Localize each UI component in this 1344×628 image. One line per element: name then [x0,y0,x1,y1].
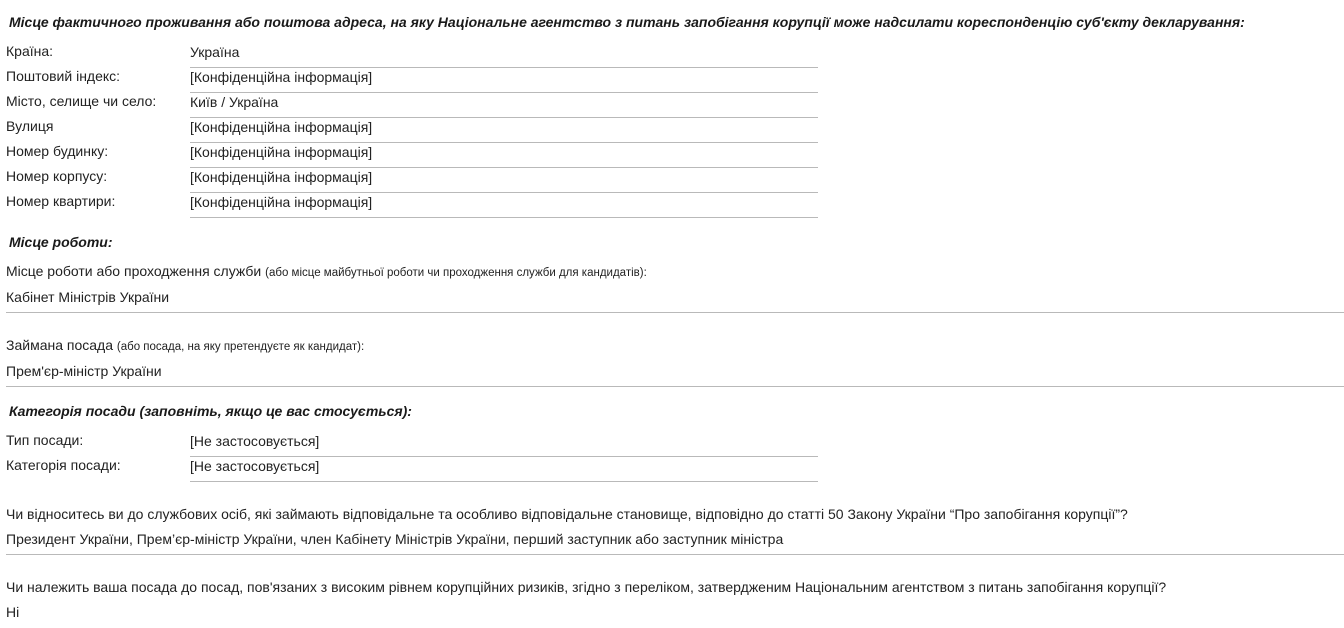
position-type-value: [Не застосовується] [190,432,818,457]
workplace-label-text: Місце роботи або проходження служби [6,263,262,279]
workplace-label-note: (або місце майбутньої роботи чи проходження служби для кандидатів): [265,267,647,279]
postal-code-label: Поштовий індекс: [6,68,121,84]
position-label [6,337,364,353]
apartment-number-value: [Конфіденційна інформація] [190,193,818,218]
apartment-number-label: Номер квартири: [6,193,116,209]
street-value: [Конфіденційна інформація] [190,118,818,143]
corruption-risk-answer: Ні [6,604,20,620]
building-number-value: [Конфіденційна інформація] [190,168,818,193]
house-number-value: [Конфіденційна інформація] [190,143,818,168]
address-heading: Місце фактичного проживання або поштова адреса, на яку Національне агентство з питань запобігання корупції може надсилати кореспонденцію суб'єкту декларування: [9,14,1245,30]
position-category-value: [Не застосовується] [190,457,818,482]
responsible-position-answer: Президент України, Прем’єр-міністр України, член Кабінету Міністрів України, перший заступник або заступник міністра [6,530,1344,555]
corruption-risk-question: Чи належить ваша посада до посад, пов'язаних з високим рівнем корупційних ризиків, згідно з переліком, затвердженим Національним агентством з питань запобігання корупції? [6,579,1167,595]
position-label-note: (або посада, на яку претендуєте як кандидат): [116,341,365,353]
work-heading: Місце роботи: [9,234,113,250]
country-label: Країна: [6,43,54,59]
position-category-label: Категорія посади: [6,457,121,473]
city-label: Місто, селище чи село: [6,93,157,109]
category-heading: Категорія посади (заповніть, якщо це вас стосується): [9,403,412,419]
workplace-label [6,263,647,279]
building-number-label: Номер корпусу: [6,168,108,184]
house-number-label: Номер будинку: [6,143,109,159]
city-value: Київ / Україна [190,93,818,118]
street-label: Вулиця [6,118,54,134]
position-type-label: Тип посади: [6,432,84,448]
postal-code-value: [Конфіденційна інформація] [190,68,818,93]
country-value: Україна [190,43,818,68]
position-value: Прем'єр-міністр України [6,362,1344,387]
position-label-text: Займана посада [6,337,113,353]
responsible-position-question: Чи відноситесь ви до службових осіб, які займають відповідальне та особливо відповідальне становище, відповідно до статті 50 Закону України “Про запобігання корупції”? [6,506,1128,522]
workplace-value: Кабінет Міністрів України [6,288,1344,313]
